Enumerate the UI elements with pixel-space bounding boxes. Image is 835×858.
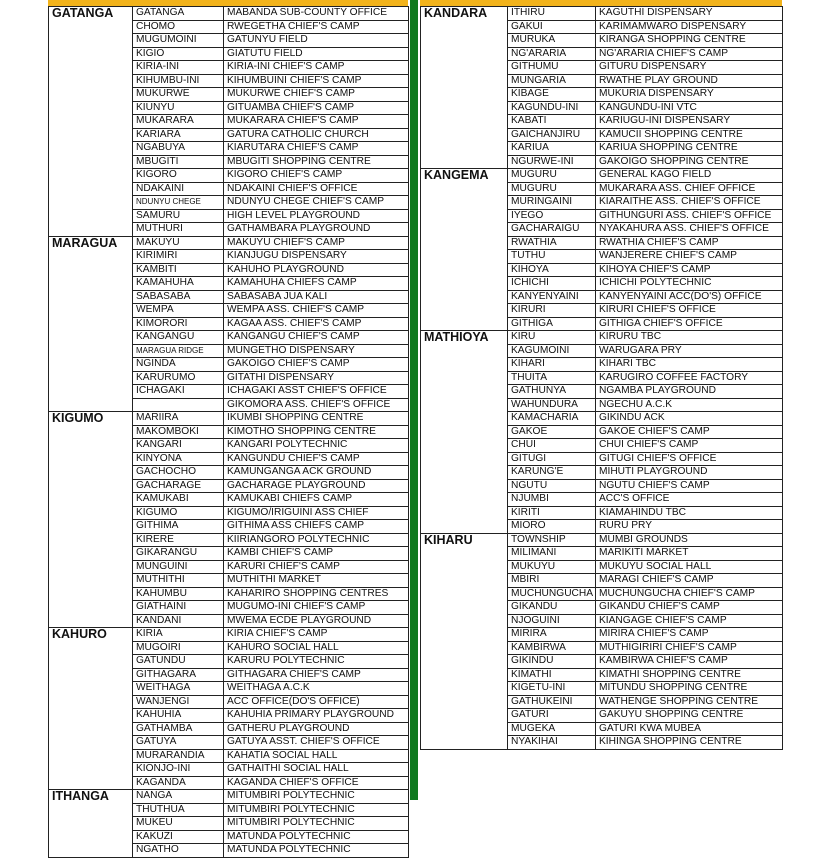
- centre-name: SABASABA: [133, 290, 224, 304]
- centre-name: MUGUMOINI: [133, 34, 224, 48]
- venue-name: GIKANDU CHIEF'S CAMP: [596, 601, 783, 615]
- venue-name: ICHAGAKI ASST CHIEF'S OFFICE: [224, 385, 409, 399]
- centre-name: NG'ARARIA: [508, 47, 596, 61]
- centre-name: ITHIRU: [508, 7, 596, 21]
- column-divider: [410, 0, 418, 800]
- venue-name: KIARUTARA CHIEF'S CAMP: [224, 142, 409, 156]
- centre-name: GAKUI: [508, 20, 596, 34]
- venue-name: MITUMBIRI POLYTECHNIC: [224, 790, 409, 804]
- right-column: [420, 6, 782, 750]
- centre-name: GATUYA: [133, 736, 224, 750]
- centre-name: MUGURU: [508, 182, 596, 196]
- centre-name: KARURUMO: [133, 371, 224, 385]
- venue-name: GATUYA ASST. CHIEF'S OFFICE: [224, 736, 409, 750]
- venue-name: KARIMAMWARO DISPENSARY: [596, 20, 783, 34]
- venue-name: KARIUA SHOPPING CENTRE: [596, 142, 783, 156]
- centre-name: CHOMO: [133, 20, 224, 34]
- centre-name: [133, 398, 224, 412]
- table-row: [49, 7, 409, 21]
- venue-name: KIRANGA SHOPPING CENTRE: [596, 34, 783, 48]
- centre-name: NDAKAINI: [133, 182, 224, 196]
- venue-name: KANGANGU CHIEF'S CAMP: [224, 331, 409, 345]
- venue-name: CHUI CHIEF'S CAMP: [596, 439, 783, 453]
- venue-name: WEITHAGA A.C.K: [224, 682, 409, 696]
- table-row: [421, 7, 783, 21]
- centre-name: NDUNYU CHEGE: [133, 196, 224, 210]
- ward-name: KIGUMO: [49, 412, 133, 628]
- venue-name: KIGORO CHIEF'S CAMP: [224, 169, 409, 183]
- venue-name: MITUMBIRI POLYTECHNIC: [224, 803, 409, 817]
- venue-name: NG'ARARIA CHIEF'S CAMP: [596, 47, 783, 61]
- ward-name: KIHARU: [421, 533, 508, 749]
- table-row: [49, 790, 409, 804]
- venue-name: MUNGETHO DISPENSARY: [224, 344, 409, 358]
- venue-name: SABASABA JUA KALI: [224, 290, 409, 304]
- venue-name: KARURU POLYTECHNIC: [224, 655, 409, 669]
- centre-name: TUTHU: [508, 250, 596, 264]
- centre-name: SAMURU: [133, 209, 224, 223]
- venue-name: KIHUMBUINI CHIEF'S CAMP: [224, 74, 409, 88]
- centre-name: KAHUMBU: [133, 587, 224, 601]
- centre-name: KIHARI: [508, 358, 596, 372]
- centre-name: THUITA: [508, 371, 596, 385]
- venue-name: KIMATHI SHOPPING CENTRE: [596, 668, 783, 682]
- venue-name: MABANDA SUB-COUNTY OFFICE: [224, 7, 409, 21]
- centre-name: WANJENGI: [133, 695, 224, 709]
- table-row: [421, 533, 783, 547]
- centre-name: KANDANI: [133, 614, 224, 628]
- centre-name: KARIUA: [508, 142, 596, 156]
- venue-name: RWEGETHA CHIEF'S CAMP: [224, 20, 409, 34]
- centre-name: MURUKA: [508, 34, 596, 48]
- centre-name: KIRITI: [508, 506, 596, 520]
- centre-name: MAKUYU: [133, 236, 224, 250]
- centre-name: KIBAGE: [508, 88, 596, 102]
- venue-name: GITHIGA CHIEF'S OFFICE: [596, 317, 783, 331]
- venue-name: GAKOIGO SHOPPING CENTRE: [596, 155, 783, 169]
- centre-name: GIATHAINI: [133, 601, 224, 615]
- centre-name: CHUI: [508, 439, 596, 453]
- centre-name: MBUGITI: [133, 155, 224, 169]
- table-row: [49, 628, 409, 642]
- venue-name: KANGARI POLYTECHNIC: [224, 439, 409, 453]
- centre-name: KAGUNDU-INI: [508, 101, 596, 115]
- venue-name: MUKURIA DISPENSARY: [596, 88, 783, 102]
- centre-name: NGINDA: [133, 358, 224, 372]
- venue-name: GACHARAGE PLAYGROUND: [224, 479, 409, 493]
- centre-name: WEITHAGA: [133, 682, 224, 696]
- centre-name: MUKARARA: [133, 115, 224, 129]
- venue-name: KANGUNDU CHIEF'S CAMP: [224, 452, 409, 466]
- venue-name: MUTHIGIRIRI CHIEF'S CAMP: [596, 641, 783, 655]
- centre-name: KIGUMO: [133, 506, 224, 520]
- venue-name: KARUGIRO COFFEE FACTORY: [596, 371, 783, 385]
- venue-name: KANYENYAINI ACC(DO'S) OFFICE: [596, 290, 783, 304]
- centre-name: IYEGO: [508, 209, 596, 223]
- venue-name: GATURA CATHOLIC CHURCH: [224, 128, 409, 142]
- centre-name: KIHOYA: [508, 263, 596, 277]
- venue-name: MIRIRA CHIEF'S CAMP: [596, 628, 783, 642]
- venue-name: NDUNYU CHEGE CHIEF'S CAMP: [224, 196, 409, 210]
- venue-name: KIRURI CHIEF'S OFFICE: [596, 304, 783, 318]
- centre-name: KIRIA: [133, 628, 224, 642]
- venue-name: MUKARARA ASS. CHIEF OFFICE: [596, 182, 783, 196]
- centre-name: GACHOCHO: [133, 466, 224, 480]
- table-row: [421, 331, 783, 345]
- venue-name: KAMUCII SHOPPING CENTRE: [596, 128, 783, 142]
- venue-name: GITATHI DISPENSARY: [224, 371, 409, 385]
- centre-name: KAMBITI: [133, 263, 224, 277]
- centre-name: GACHARAGE: [133, 479, 224, 493]
- centre-name: KANYENYAINI: [508, 290, 596, 304]
- venue-name: HIGH LEVEL PLAYGROUND: [224, 209, 409, 223]
- centre-name: MBIRI: [508, 574, 596, 588]
- venue-name: KAMUKABI CHIEFS CAMP: [224, 493, 409, 507]
- venue-name: RURU PRY: [596, 520, 783, 534]
- centre-name: WEMPA: [133, 304, 224, 318]
- centre-name: GATHUNYA: [508, 385, 596, 399]
- venue-name: MAKUYU CHIEF'S CAMP: [224, 236, 409, 250]
- venue-name: GAKOE CHIEF'S CAMP: [596, 425, 783, 439]
- venue-name: GAKUYU SHOPPING CENTRE: [596, 709, 783, 723]
- venue-name: MATUNDA POLYTECHNIC: [224, 830, 409, 844]
- venue-name: KIIRIANGORO POLYTECHNIC: [224, 533, 409, 547]
- centre-name: GITHAGARA: [133, 668, 224, 682]
- ward-name: MARAGUA: [49, 236, 133, 412]
- centre-name: NGATHO: [133, 844, 224, 858]
- centre-name: NGUTU: [508, 479, 596, 493]
- centre-name: NYAKIHAI: [508, 736, 596, 750]
- venue-name: WARUGARA PRY: [596, 344, 783, 358]
- venue-name: ACC'S OFFICE: [596, 493, 783, 507]
- venue-name: KAHURO SOCIAL HALL: [224, 641, 409, 655]
- venue-name: KAMBIRWA CHIEF'S CAMP: [596, 655, 783, 669]
- centre-name: MILIMANI: [508, 547, 596, 561]
- centre-name: MUKEU: [133, 817, 224, 831]
- venue-name: GIKOMORA ASS. CHIEF'S OFFICE: [224, 398, 409, 412]
- centre-name: KIRIA-INI: [133, 61, 224, 75]
- venue-name: KAHARIRO SHOPPING CENTRES: [224, 587, 409, 601]
- centre-name: NGURWE-INI: [508, 155, 596, 169]
- table-row: [421, 169, 783, 183]
- centre-name: MUTHITHI: [133, 574, 224, 588]
- venue-name: GITHUNGURI ASS. CHIEF'S OFFICE: [596, 209, 783, 223]
- centre-name: MUNGUINI: [133, 560, 224, 574]
- centre-name: NANGA: [133, 790, 224, 804]
- centre-name: MAKOMBOKI: [133, 425, 224, 439]
- venue-name: KIHARI TBC: [596, 358, 783, 372]
- centre-name: MUGURU: [508, 169, 596, 183]
- centre-name: KIHUMBU-INI: [133, 74, 224, 88]
- venue-name: MWEMA ECDE PLAYGROUND: [224, 614, 409, 628]
- venue-name: GITUAMBA CHIEF'S CAMP: [224, 101, 409, 115]
- venue-name: KIHOYA CHIEF'S CAMP: [596, 263, 783, 277]
- centre-name: KAMACHARIA: [508, 412, 596, 426]
- centre-name: KIUNYU: [133, 101, 224, 115]
- centre-name: MIRIRA: [508, 628, 596, 642]
- venue-name: GATHAMBARA PLAYGROUND: [224, 223, 409, 237]
- centre-name: MUKUYU: [508, 560, 596, 574]
- centre-name: ICHICHI: [508, 277, 596, 291]
- venue-name: MUKUYU SOCIAL HALL: [596, 560, 783, 574]
- venue-name: WANJERERE CHIEF'S CAMP: [596, 250, 783, 264]
- centre-name: MUNGARIA: [508, 74, 596, 88]
- venue-name: IKUMBI SHOPPING CENTRE: [224, 412, 409, 426]
- table-row: [49, 236, 409, 250]
- centre-name: KIMATHI: [508, 668, 596, 682]
- venue-name: KIRIA-INI CHIEF'S CAMP: [224, 61, 409, 75]
- ward-name: KAHURO: [49, 628, 133, 790]
- venue-name: ICHICHI POLYTECHNIC: [596, 277, 783, 291]
- centre-name: KAMAHUHA: [133, 277, 224, 291]
- venue-name: NYAKAHURA ASS. CHIEF'S OFFICE: [596, 223, 783, 237]
- centre-name: KABATI: [508, 115, 596, 129]
- venue-name: KARIUGU-INI DISPENSARY: [596, 115, 783, 129]
- centre-name: NJOGUINI: [508, 614, 596, 628]
- venue-name: KIANGAGE CHIEF'S CAMP: [596, 614, 783, 628]
- centre-name: KIRERE: [133, 533, 224, 547]
- venue-name: KAHUHIA PRIMARY PLAYGROUND: [224, 709, 409, 723]
- venue-name: KIHINGA SHOPPING CENTRE: [596, 736, 783, 750]
- venue-name: MUGUMO-INI CHIEF'S CAMP: [224, 601, 409, 615]
- centre-name: GATANGA: [133, 7, 224, 21]
- centre-name: KARUNG'E: [508, 466, 596, 480]
- venue-name: MITUMBIRI POLYTECHNIC: [224, 817, 409, 831]
- venue-name: KAGUTHI DISPENSARY: [596, 7, 783, 21]
- venue-name: MIHUTI PLAYGROUND: [596, 466, 783, 480]
- venue-name: MITUNDU SHOPPING CENTRE: [596, 682, 783, 696]
- venue-name: WEMPA ASS. CHIEF'S CAMP: [224, 304, 409, 318]
- venue-name: KAHATIA SOCIAL HALL: [224, 749, 409, 763]
- centre-name: KIRU: [508, 331, 596, 345]
- table-row: [49, 412, 409, 426]
- venue-name: MUKARARA CHIEF'S CAMP: [224, 115, 409, 129]
- centre-name: NJUMBI: [508, 493, 596, 507]
- venue-name: MARIKITI MARKET: [596, 547, 783, 561]
- venue-name: GITHAGARA CHIEF'S CAMP: [224, 668, 409, 682]
- centre-name: KIRURI: [508, 304, 596, 318]
- venue-name: KARURI CHIEF'S CAMP: [224, 560, 409, 574]
- centre-name: MURARANDIA: [133, 749, 224, 763]
- centre-name: GITHIMA: [133, 520, 224, 534]
- centre-name: KINYONA: [133, 452, 224, 466]
- venue-name: KIGUMO/IRIGUINI ASS CHIEF: [224, 506, 409, 520]
- venue-name: MATUNDA POLYTECHNIC: [224, 844, 409, 858]
- polling-table-left: [48, 6, 409, 858]
- venue-name: NGAMBA PLAYGROUND: [596, 385, 783, 399]
- centre-name: MUGEKA: [508, 722, 596, 736]
- centre-name: KIONJO-INI: [133, 763, 224, 777]
- ward-name: ITHANGA: [49, 790, 133, 858]
- centre-name: MARIIRA: [133, 412, 224, 426]
- venue-name: KIRIA CHIEF'S CAMP: [224, 628, 409, 642]
- centre-name: KIRIMIRI: [133, 250, 224, 264]
- centre-name: GACHARAIGU: [508, 223, 596, 237]
- centre-name: GIKANDU: [508, 601, 596, 615]
- venue-name: KAMBI CHIEF'S CAMP: [224, 547, 409, 561]
- left-column: [48, 6, 408, 858]
- centre-name: NGABUYA: [133, 142, 224, 156]
- venue-name: GENERAL KAGO FIELD: [596, 169, 783, 183]
- centre-name: GATHUKEINI: [508, 695, 596, 709]
- venue-name: GITHIMA ASS CHIEFS CAMP: [224, 520, 409, 534]
- venue-name: KAHUHO PLAYGROUND: [224, 263, 409, 277]
- centre-name: KIGIO: [133, 47, 224, 61]
- centre-name: KAMBIRWA: [508, 641, 596, 655]
- venue-name: MUKURWE CHIEF'S CAMP: [224, 88, 409, 102]
- venue-name: KIMOTHO SHOPPING CENTRE: [224, 425, 409, 439]
- centre-name: MUTHURI: [133, 223, 224, 237]
- centre-name: KAMUKABI: [133, 493, 224, 507]
- centre-name: MIORO: [508, 520, 596, 534]
- centre-name: MURINGAINI: [508, 196, 596, 210]
- ward-name: GATANGA: [49, 7, 133, 237]
- venue-name: GIATUTU FIELD: [224, 47, 409, 61]
- venue-name: ACC OFFICE(DO'S OFFICE): [224, 695, 409, 709]
- centre-name: RWATHIA: [508, 236, 596, 250]
- venue-name: GITUGI CHIEF'S OFFICE: [596, 452, 783, 466]
- venue-name: MBUGITI SHOPPING CENTRE: [224, 155, 409, 169]
- venue-name: NGUTU CHIEF'S CAMP: [596, 479, 783, 493]
- venue-name: KAMAHUHA CHIEFS CAMP: [224, 277, 409, 291]
- centre-name: KIMORORI: [133, 317, 224, 331]
- venue-name: KIARAITHE ASS. CHIEF'S OFFICE: [596, 196, 783, 210]
- venue-name: KIANJUGU DISPENSARY: [224, 250, 409, 264]
- centre-name: GAKOE: [508, 425, 596, 439]
- centre-name: GATURI: [508, 709, 596, 723]
- centre-name: GIKARANGU: [133, 547, 224, 561]
- centre-name: GIKINDU: [508, 655, 596, 669]
- venue-name: NGECHU A.C.K: [596, 398, 783, 412]
- venue-name: WATHENGE SHOPPING CENTRE: [596, 695, 783, 709]
- venue-name: MUMBI GROUNDS: [596, 533, 783, 547]
- venue-name: GIKINDU ACK: [596, 412, 783, 426]
- centre-name: ICHAGAKI: [133, 385, 224, 399]
- centre-name: GAICHANJIRU: [508, 128, 596, 142]
- venue-name: KIAMAHINDU TBC: [596, 506, 783, 520]
- venue-name: GATUNYU FIELD: [224, 34, 409, 48]
- centre-name: MUKURWE: [133, 88, 224, 102]
- centre-name: KIGETU-INI: [508, 682, 596, 696]
- centre-name: KAGUMOINI: [508, 344, 596, 358]
- venue-name: MUTHITHI MARKET: [224, 574, 409, 588]
- venue-name: MUCHUNGUCHA CHIEF'S CAMP: [596, 587, 783, 601]
- venue-name: KAGAA ASS. CHIEF'S CAMP: [224, 317, 409, 331]
- centre-name: MUCHUNGUCHA: [508, 587, 596, 601]
- venue-name: GITURU DISPENSARY: [596, 61, 783, 75]
- ward-name: MATHIOYA: [421, 331, 508, 534]
- centre-name: TOWNSHIP: [508, 533, 596, 547]
- centre-name: KAHUHIA: [133, 709, 224, 723]
- centre-name: GATHAMBA: [133, 722, 224, 736]
- centre-name: GITHUMU: [508, 61, 596, 75]
- venue-name: GATHAITHI SOCIAL HALL: [224, 763, 409, 777]
- venue-name: GAKOIGO CHIEF'S CAMP: [224, 358, 409, 372]
- centre-name: GITHIGA: [508, 317, 596, 331]
- centre-name: MUGOIRI: [133, 641, 224, 655]
- centre-name: KARIARA: [133, 128, 224, 142]
- centre-name: KANGANGU: [133, 331, 224, 345]
- venue-name: RWATHIA CHIEF'S CAMP: [596, 236, 783, 250]
- venue-name: KIRURU TBC: [596, 331, 783, 345]
- centre-name: MARAGUA RIDGE: [133, 344, 224, 358]
- venue-name: KAMUNGANGA ACK GROUND: [224, 466, 409, 480]
- venue-name: KAGANDA CHIEF'S OFFICE: [224, 776, 409, 790]
- centre-name: KIGORO: [133, 169, 224, 183]
- ward-name: KANDARA: [421, 7, 508, 169]
- venue-name: RWATHE PLAY GROUND: [596, 74, 783, 88]
- venue-name: KANGUNDU-INI VTC: [596, 101, 783, 115]
- centre-name: KANGARI: [133, 439, 224, 453]
- centre-name: GITUGI: [508, 452, 596, 466]
- centre-name: KAKUZI: [133, 830, 224, 844]
- centre-name: WAHUNDURA: [508, 398, 596, 412]
- centre-name: GATUNDU: [133, 655, 224, 669]
- venue-name: NDAKAINI CHIEF'S OFFICE: [224, 182, 409, 196]
- centre-name: KAGANDA: [133, 776, 224, 790]
- polling-table-right: [420, 6, 783, 750]
- venue-name: GATHERU PLAYGROUND: [224, 722, 409, 736]
- venue-name: MARAGI CHIEF'S CAMP: [596, 574, 783, 588]
- centre-name: THUTHUA: [133, 803, 224, 817]
- venue-name: GATURI KWA MUBEA: [596, 722, 783, 736]
- ward-name: KANGEMA: [421, 169, 508, 331]
